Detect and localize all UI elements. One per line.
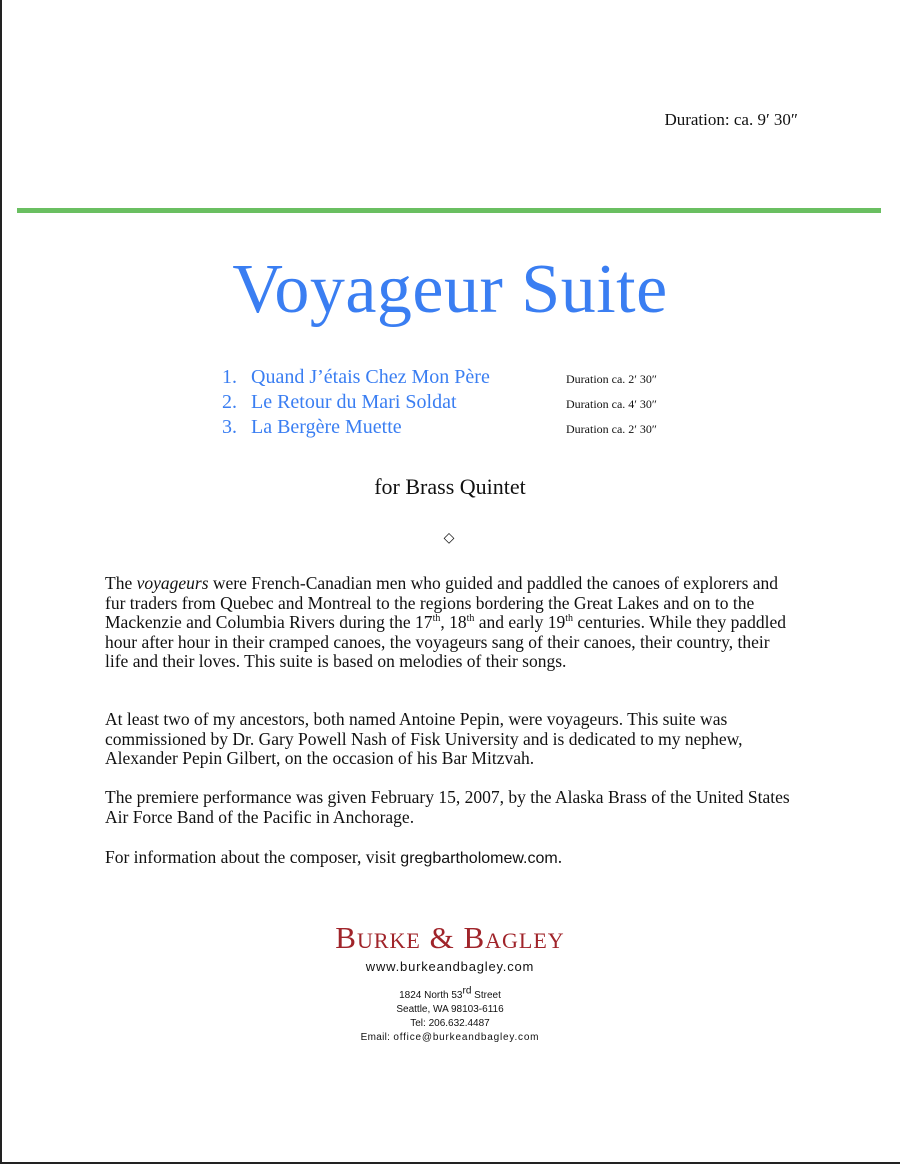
movement-title: La Bergère Muette [251,416,402,438]
notes-text: centuries. While they paddled hour after hour in their cramped canoes, the voyageurs sang of their canoes, their country, their life and their loves. This suite is based on melodies of their songs. [105,612,787,671]
address-email-line [0,1031,900,1045]
address-city-line: Seattle, WA 98103-6116 [396,1004,504,1015]
movement-list [222,366,702,441]
movement-title: Le Retour du Mari Soldat [251,391,457,413]
notes-text: , 18 [440,612,467,632]
notes-text: and early 19 [474,612,566,632]
email-link[interactable]: office@burkeandbagley.com [393,1032,540,1043]
movement-number: 1. [222,366,237,388]
diamond-ornament-icon: ◇ [443,531,455,546]
movement-item [222,391,702,416]
address-tel-line: Tel: 206.632.4487 [410,1018,490,1029]
publisher-name: Burke & Bagley [335,920,565,955]
ordinal-suffix: th [432,613,441,625]
notes-text: . [557,847,563,867]
movement-duration: Duration ca. 2′ 30″ [566,422,657,436]
composer-website-link[interactable]: gregbartholomew.com [400,850,558,867]
ordinal-suffix: rd [462,985,472,997]
ordinal-suffix: th [565,613,574,625]
notes-paragraph-info [105,848,795,869]
total-duration: Duration: ca. 9′ 30″ [664,110,798,129]
movement-duration: Duration ca. 4′ 30″ [566,397,657,411]
address-street-number: 1824 North 53 [399,990,463,1001]
publisher-website-link[interactable]: www.burkeandbagley.com [365,959,535,974]
page-title: Voyageur Suite [232,251,668,328]
notes-paragraph-dedication: At least two of my ancestors, both named Antoine Pepin, were voyageurs. This suite was commissioned by Dr. Gary Powell Nash of Fisk University and is dedicated to my nephew, Alexander Pepin Gilbert, on the occasion of his Bar Mitzvah. [105,709,743,768]
movement-item [222,416,702,441]
notes-italic-term: voyageurs [136,573,209,593]
notes-text: The [105,573,137,593]
instrumentation-subtitle: for Brass Quintet [374,474,526,499]
publisher-address [0,985,900,1045]
address-street-name: Street [471,990,501,1001]
movement-item [222,366,702,391]
notes-paragraph-premiere: The premiere performance was given February 15, 2007, by the Alaska Brass of the United States Air Force Band of the Pacific in Anchorage. [105,787,790,827]
movement-number: 3. [222,416,237,438]
address-street-line [0,985,900,1003]
movement-title: Quand J’étais Chez Mon Père [251,366,490,388]
green-divider [17,208,881,213]
ordinal-suffix: th [466,613,475,625]
movement-duration: Duration ca. 2′ 30″ [566,372,657,386]
notes-text: were French-Canadian men who guided and paddled the canoes of explorers and fur traders from Quebec and Montreal to the regions bordering the Great Lakes and on to the Mackenzie and Columbia Rivers during the 17 [105,573,779,632]
email-label: Email: [360,1032,394,1043]
notes-text: For information about the composer, visit [105,847,401,867]
notes-paragraph-history [105,574,795,672]
movement-number: 2. [222,391,237,413]
